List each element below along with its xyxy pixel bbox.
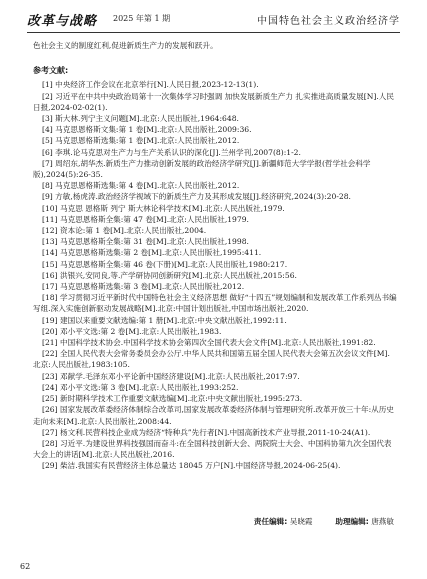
assistant-editor-label: 助理编辑: — [335, 517, 369, 526]
editor-credits — [254, 516, 394, 527]
reference-list — [33, 79, 397, 471]
reference-item: [10] 马克思 恩格斯 列宁 斯大林论科学技术[M].北京:人民出版社,1979. — [42, 203, 285, 213]
reference-item: [21] 中国科学技术协会.中国科学技术协会第四次全国代表大会文件[M].北京:人民出版社,1991:82. — [42, 338, 376, 348]
reference-item: [5] 马克思恩格斯选集:第 1 卷[M].北京:人民出版社,2012. — [42, 136, 240, 146]
reference-item: [20] 邓小平文选:第 2 卷[M].北京:人民出版社,1983. — [42, 326, 222, 336]
reference-item: [29] 柴洁.我国实有民营经济主体总量达 18045 万户[N].中国经济导报,2024-06-25(4). — [42, 461, 341, 471]
reference-item: [14] 马克思恩格斯选集:第 2 卷[M].北京:人民出版社,1995:411. — [42, 248, 262, 258]
reference-item: [17] 马克思恩格斯选集:第 3 卷[M].北京:人民出版社,2012. — [42, 282, 245, 292]
reference-item: [24] 邓小平文选:第 3 卷[M].北京:人民出版社,1993:252. — [42, 382, 239, 392]
page-header — [27, 10, 400, 30]
reference-item: [6] 李琪.论马克思对生产力与生产关系认识的深化[J].兰州学刊,2007(8):1-2. — [42, 147, 301, 157]
reference-item: [18] 学习贯彻习近平新时代中国特色社会主义经济思想 做好“十四五”规划编制和发展改革工作系列丛书编写组.深入实施创新驱动发展战略[M].北京:中国计划出版社,中国市场出版社,2020. — [33, 293, 397, 314]
reference-item: [16] 洪银兴,安同良,等.产学研协同创新研究[M].北京:人民出版社,2015:56. — [42, 270, 297, 280]
reference-item: [7] 周绍东,胡华杰.新质生产力推动创新发展的政治经济学研究[J].新疆师范大学学报(哲学社会科学版),2024(5):26-35. — [33, 158, 371, 180]
reference-item: [1] 中央经济工作会议在北京举行[N].人民日报,2023-12-13(1). — [42, 80, 259, 90]
reference-item: [4] 马克思恩格斯文集:第 1 卷[M].北京:人民出版社,2009:36. — [42, 125, 252, 135]
reference-item: [8] 马克思恩格斯选集:第 4 卷[M].北京:人民出版社,2012. — [42, 181, 240, 191]
assistant-editor-name: 唐燕敏 — [371, 517, 394, 526]
reference-item: [19] 建国以来重要文献选编:第 1 册[M].北京:中央文献出版社,1992:11. — [42, 315, 287, 325]
reference-item: [23] 邓献学.毛泽东邓小平论新中国经济建设[M].北京:人民出版社,2017:97. — [42, 371, 300, 381]
reference-item: [25] 新时期科学技术工作重要文献选编[M].北京:中央文献出版社,1995:273. — [42, 394, 303, 404]
reference-item: [9] 方敏,杨虎涛.政治经济学视域下的新质生产力及其形成发展[J].经济研究,2024(3):20-28. — [42, 192, 351, 202]
reference-item: [11] 马克思恩格斯全集:第 47 卷[M].北京:人民出版社,1979. — [42, 214, 249, 224]
reference-item: [27] 杨文利.民营科技企业成为经济“特种兵”先行者[N].中国高新技术产业导报,2011-10-24(A1). — [42, 427, 371, 437]
editor-label: 责任编辑: — [253, 517, 288, 526]
journal-logo: 改革与战略 — [27, 14, 98, 29]
reference-item: [28] 习近平.为建设世界科技强国而奋斗:在全国科技创新大会、两院院士大会、中国科协第九次全国代表大会上的讲话[M].北京:人民出版社,2016. — [33, 438, 392, 460]
reference-item: [26] 国家发展改革委经济体制综合改革司,国家发展改革委经济体制与管理研究所.改革开放三十年:从历史走向未来[M].北京:人民出版社,2008:44. — [33, 405, 394, 426]
reference-item: [3] 斯大林.列宁主义问题[M].北京:人民出版社,1964:648. — [42, 114, 239, 124]
reference-item: [22] 全国人民代表大会常务委员会办公厅.中华人民共和国第五届全国人民代表大会第五次会议文件[M].北京:人民出版社,1983:105. — [33, 349, 390, 370]
running-title: 中国特色社会主义政治经济学 — [257, 16, 400, 27]
reference-item: [13] 马克思恩格斯全集:第 31 卷[M].北京:人民出版社,1998. — [42, 237, 249, 247]
reference-item: [2] 习近平在中共中央政治局第十一次集体学习时强调 加快发展新质生产力 扎实推进高质量发展[N].人民日报,2024-02-02(1). — [33, 91, 394, 112]
reference-item: [12] 资本论:第 1 卷[M].北京:人民出版社,2004. — [42, 226, 207, 236]
issue-label: 2025 年第 1 期 — [113, 14, 171, 23]
references-heading: 参考文献: — [33, 66, 69, 76]
body-text: 色社会主义的制度红利,促进新质生产力的发展和跃升。 — [33, 41, 218, 50]
header-rule — [27, 32, 400, 33]
reference-item: [15] 马克思恩格斯全集:第 46 卷(下册)[M].北京:人民出版社,1980:217. — [42, 259, 288, 269]
main-content — [33, 40, 397, 472]
page-number: 62 — [20, 562, 31, 571]
editor-name: 吴晓霞 — [289, 517, 313, 526]
